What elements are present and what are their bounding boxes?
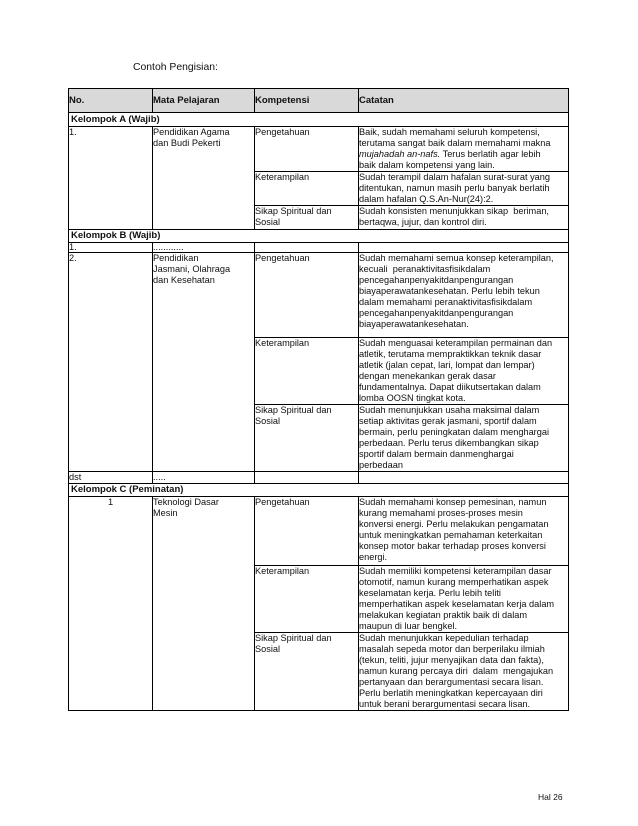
teacher-note: Sudah menunjukkan kepedulian terhadap masalah sepeda motor dan berperilaku ilmiah (tekun, teliti, jujur menyajikan data dan fakta), namun kurang percaya diri dalam mengajukan pertanyaan dan berargumentasi secara lisan. Perlu berlatih meningkatkan kepercayaan diri untuk berani berargumentasi secara lisan.	[359, 633, 569, 711]
subject-number: 2.	[69, 253, 153, 472]
table-row	[69, 497, 569, 566]
subject-number: 1.	[69, 243, 153, 253]
empty-cell	[359, 472, 569, 484]
empty-cell	[255, 243, 359, 253]
group-row	[69, 230, 569, 243]
competency-label: Sikap Spiritual dan Sosial	[255, 633, 359, 711]
subject-number: 1.	[69, 127, 153, 230]
subject-name: Pendidikan Jasmani, Olahraga dan Kesehatan	[153, 253, 255, 472]
competency-label: Pengetahuan	[255, 127, 359, 172]
subject-number: 1	[69, 497, 153, 711]
competency-label: Pengetahuan	[255, 497, 359, 566]
group-row	[69, 484, 569, 497]
subject-name: Pendidikan Agama dan Budi Pekerti	[153, 127, 255, 230]
competency-label: Sikap Spiritual dan Sosial	[255, 405, 359, 472]
table-row	[69, 472, 569, 484]
page-number: Hal 26	[538, 792, 563, 802]
group-title: Kelompok C (Peminatan)	[69, 484, 569, 497]
header-kompetensi: Kompetensi	[255, 89, 359, 113]
competency-label: Keterampilan	[255, 338, 359, 405]
competency-label: Sikap Spiritual dan Sosial	[255, 206, 359, 230]
table-row	[69, 253, 569, 338]
note-text: Terus berlatih agar lebih baik dalam kompetensi yang lain.	[359, 149, 541, 170]
subject-name: Teknologi Dasar Mesin	[153, 497, 255, 711]
teacher-note: Sudah menunjukkan usaha maksimal dalam setiap aktivitas gerak jasmani, sportif dalam bermain, perlu peningkatan dalam menghargai perbedaan. Perlu terus dikembangkan sikap sportif dalam bermain danmenghargai perbedaan	[359, 405, 569, 472]
competency-label: Keterampilan	[255, 566, 359, 633]
empty-cell	[359, 243, 569, 253]
teacher-note: Sudah memahami semua konsep keterampilan, kecuali peranaktivitasfisikdalam pencegahanpenyakitdanpengurangan biayaperawatankesehatan. Perlu lebih tekun dalam memahami peranaktivitasfisikdalam pencegahanpenyakitdanpengurangan biayaperawatankesehatan.	[359, 253, 569, 338]
teacher-note: Sudah memahami konsep pemesinan, namun kurang memahami proses-proses mesin konversi energi. Perlu melakukan pengamatan untuk meningkatkan pemahaman keterkaitan konsep motor bakar terhadap proses konversi energi.	[359, 497, 569, 566]
group-title: Kelompok A (Wajib)	[69, 113, 569, 127]
note-italic-term: mujahadah an-nafs.	[359, 149, 441, 159]
teacher-note: Sudah konsisten menunjukkan sikap beriman, bertaqwa, jujur, dan kontrol diri.	[359, 206, 569, 230]
subject-number: dst	[69, 472, 153, 484]
header-catatan: Catatan	[359, 89, 569, 113]
subject-name: .....	[153, 472, 255, 484]
teacher-note: Sudah menguasai keterampilan permainan dan atletik, terutama mempraktikkan teknik dasar atletik (jalan cepat, lari, lompat dan lempar) dengan menekankan gerak dasar fundamentalnya. Dapat diikutsertakan dalam lomba OOSN tingkat kota.	[359, 338, 569, 405]
table-header-row	[69, 89, 569, 113]
table-row	[69, 243, 569, 253]
empty-cell	[255, 472, 359, 484]
assessment-table	[68, 88, 569, 711]
competency-label: Pengetahuan	[255, 253, 359, 338]
table-row	[69, 127, 569, 172]
subject-name: ............	[153, 243, 255, 253]
competency-label: Keterampilan	[255, 172, 359, 206]
teacher-note: Sudah terampil dalam hafalan surat-surat yang ditentukan, namun masih perlu banyak berlatih dalam hafalan Q.S.An-Nur(24):2.	[359, 172, 569, 206]
header-no: No.	[69, 89, 153, 113]
intro-label: Contoh Pengisian:	[133, 62, 218, 73]
teacher-note: Sudah memiliki kompetensi keterampilan dasar otomotif, namun kurang memperhatikan aspek keselamatan kerja. Perlu lebih teliti memperhatikan aspek keselamatan kerja dalam melakukan kegiatan praktik baik di dalam maupun di luar bengkel.	[359, 566, 569, 633]
note-text: Baik, sudah memahami seluruh kompetensi, terutama sangat baik dalam memahami makna	[359, 127, 551, 148]
header-mata-pelajaran: Mata Pelajaran	[153, 89, 255, 113]
teacher-note	[359, 127, 569, 172]
group-title: Kelompok B (Wajib)	[69, 230, 569, 243]
group-row	[69, 113, 569, 127]
